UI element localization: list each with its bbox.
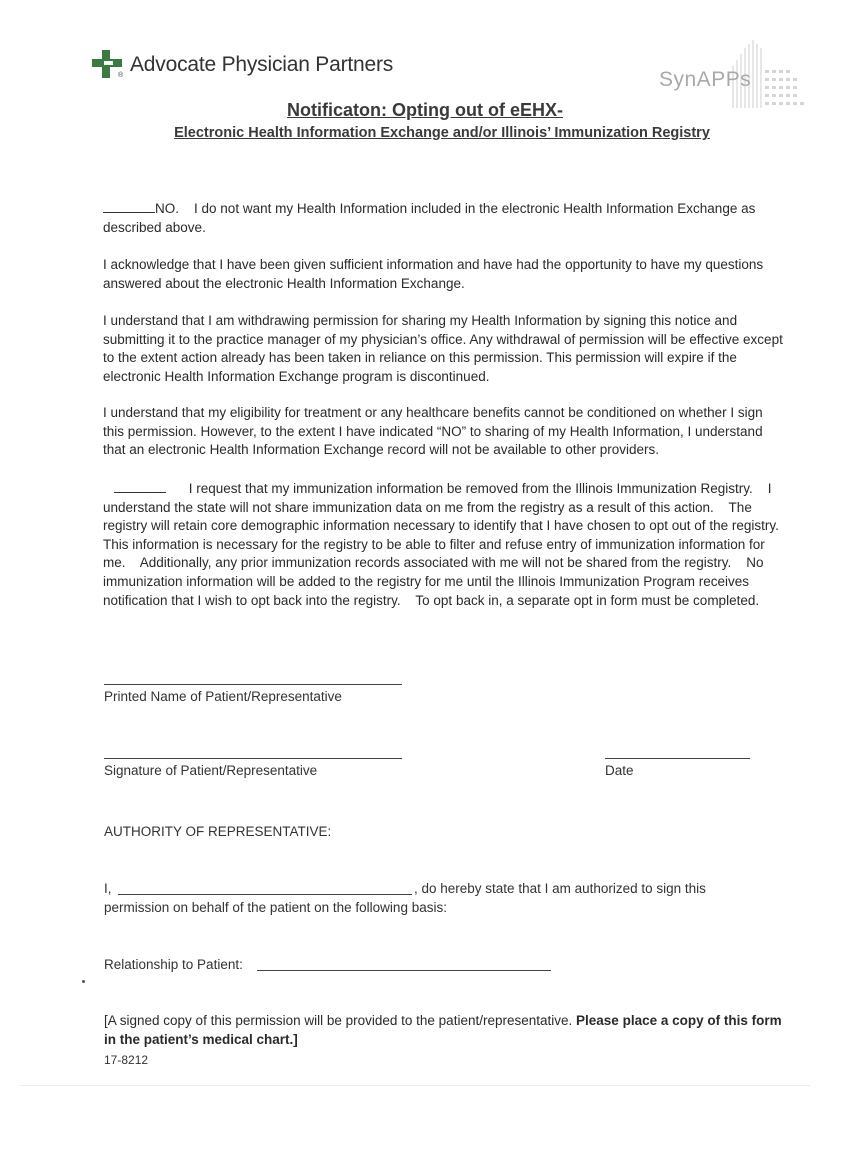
registered-mark: ® [118,72,124,79]
immunization-option-blank[interactable] [114,480,166,493]
logo-text: Advocate Physician Partners [130,53,394,76]
printed-name-line[interactable] [104,684,402,685]
cross-icon [92,50,124,80]
printed-name-label: Printed Name of Patient/Representative [104,689,342,704]
date-label: Date [605,763,634,778]
authority-statement-prefix: I, [104,881,112,896]
copy-note-bold: Please place a copy of this form in the patient’s medical chart.] [104,1013,782,1047]
withdraw-paragraph: I understand that I am withdrawing permission for sharing my Health Information by signing this notice and submitting it to the practice manager of my physician’s office. Any withdrawal of permission will be effective except to the extent action already has been taken in reliance on this permission. This permission will expire if the electronic Health Information Exchange program is discontinued. [103,313,783,384]
acknowledge-paragraph: I acknowledge that I have been given sufficient information and have had the opportunity to have my questions answered about the electronic Health Information Exchange. [103,257,764,291]
authority-statement-line2: permission on behalf of the patient on the following basis: [104,900,447,915]
relationship-line[interactable] [257,970,551,971]
copy-note-normal: [A signed copy of this permission will be provided to the patient/representative. [104,1013,573,1028]
immunization-text: I request that my immunization information be removed from the Illinois Immunization Registry. I understand the state will not share immunization data on me from the registry as a result of this action. The registry will retain core demographic information necessary to identify that I have chosen to opt out of the registry. This information is necessary for the registry to be able to filter and refuse entry of immunization information for me. Additionally, any prior immunization records associated with me will not be shared from the registry. No immunization information will be added to the registry for me until the Illinois Immunization Program receives notification that I wish to opt back into the registry. To opt back in, a separate opt in form must be completed. [103,481,794,608]
no-option-label: NO. [155,201,180,216]
signature-label: Signature of Patient/Representative [104,763,318,778]
date-line[interactable] [605,758,750,759]
no-option-paragraph [103,200,783,237]
authority-heading: AUTHORITY OF REPRESENTATIVE: [104,824,332,839]
copy-note [104,1012,784,1049]
authority-statement-suffix: , do hereby state that I am authorized to sign this [414,881,706,896]
synapps-text: SynAPPs [659,68,752,91]
advocate-logo [92,50,393,80]
document-title: Notificaton: Opting out of eEHX- [287,100,563,120]
signature-line[interactable] [104,758,402,759]
no-option-blank[interactable] [103,200,155,213]
no-option-text: I do not want my Health Information included in the electronic Health Information Exchange as described above. [103,201,756,235]
representative-name-line[interactable] [118,894,412,895]
document-subtitle: Electronic Health Information Exchange and/or Illinois’ Immunization Registry [174,125,710,141]
scan-edge-line [20,1085,810,1086]
scan-speck [82,980,85,983]
relationship-label: Relationship to Patient: [104,957,243,972]
immunization-paragraph [103,480,794,610]
eligibility-paragraph: I understand that my eligibility for treatment or any healthcare benefits cannot be conditioned on whether I sign this permission. However, to the extent I have indicated “NO” to sharing of my Health Information, I understand that an electronic Health Information Exchange record will not be available to other providers. [103,405,763,458]
form-number: 17-8212 [104,1053,149,1067]
